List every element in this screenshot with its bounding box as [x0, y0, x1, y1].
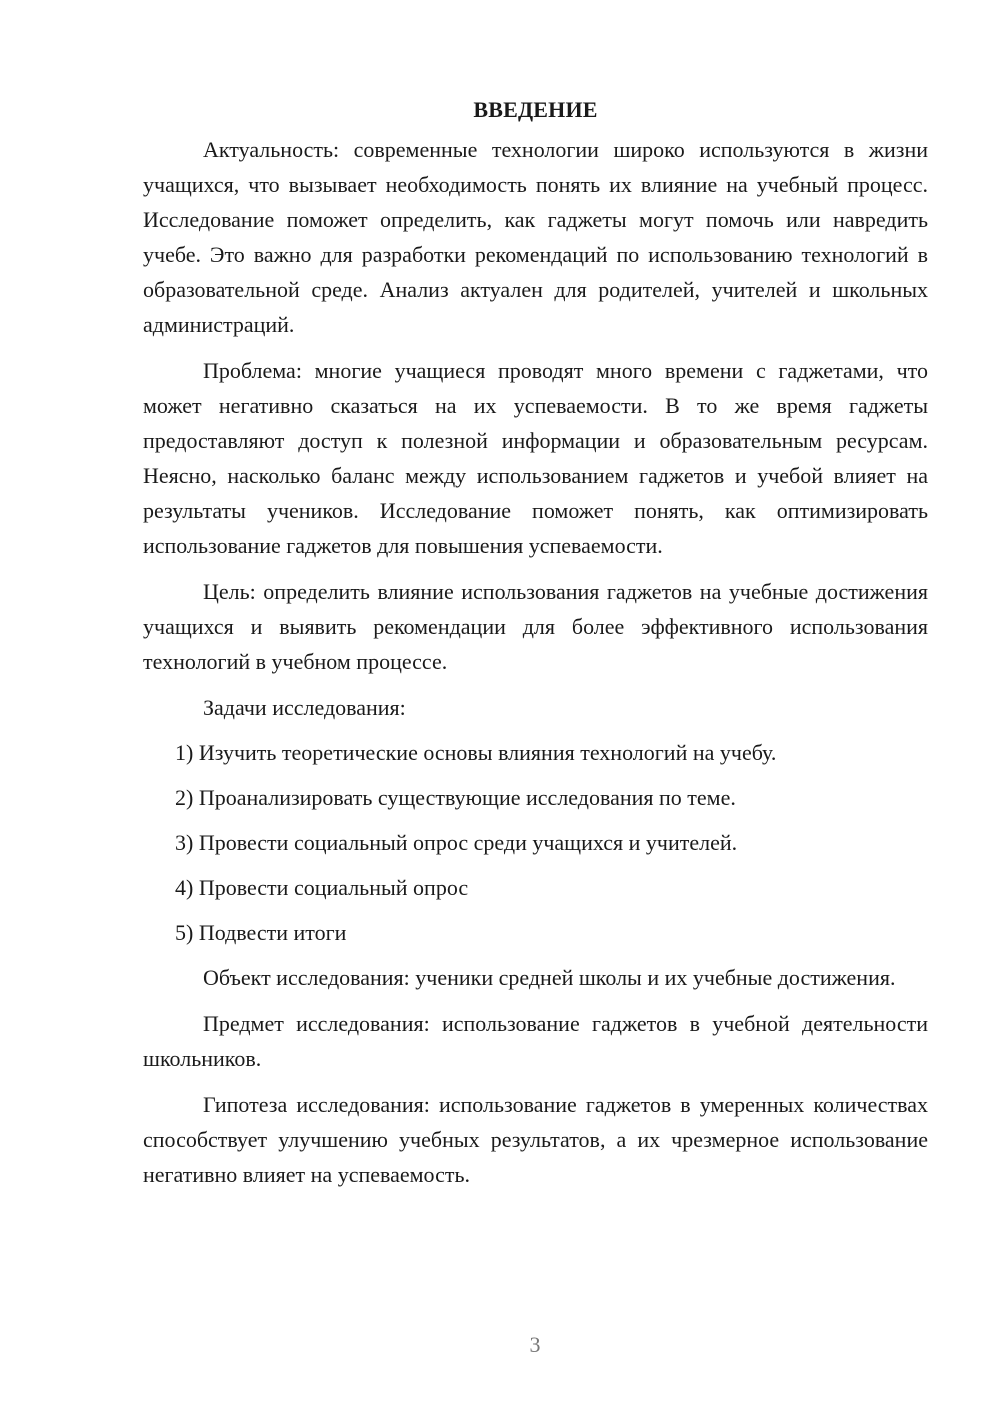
tasks-list [143, 735, 928, 950]
tasks-heading: Задачи исследования: [203, 695, 406, 720]
relevance-paragraph: Актуальность: современные технологии широко используются в жизни учащихся, что вызывает необходимость понять их влияние на учебный процесс. Исследование поможет определить, как гаджеты могут помочь или навредить учебе. Это важно для разработки рекомендаций по использованию технологий в образовательной среде. Анализ актуален для родителей, учителей и школьных администраций. [143, 137, 928, 337]
task-item: 5) Подвести итоги [175, 920, 347, 945]
hypothesis-paragraph: Гипотеза исследования: использование гаджетов в умеренных количествах способствует улучшению учебных результатов, а их чрезмерное использование негативно влияет на успеваемость. [143, 1092, 928, 1187]
goal-paragraph: Цель: определить влияние использования гаджетов на учебные достижения учащихся и выявить рекомендации для более эффективного использования технологий в учебном процессе. [143, 579, 928, 674]
document-page [143, 92, 928, 1203]
page-number: 3 [529, 1332, 541, 1357]
problem-paragraph: Проблема: многие учащиеся проводят много времени с гаджетами, что может негативно сказаться на их успеваемости. В то же время гаджеты предоставляют доступ к полезной информации и образовательным ресурсам. Неясно, насколько баланс между использованием гаджетов и учебой влияет на результаты учеников. Исследование поможет понять, как оптимизировать использование гаджетов для повышения успеваемости. [143, 358, 928, 558]
object-paragraph: Объект исследования: ученики средней школы и их учебные достижения. [203, 965, 896, 990]
task-item: 3) Провести социальный опрос среди учащихся и учителей. [175, 830, 738, 855]
subject-paragraph: Предмет исследования: использование гаджетов в учебной деятельности школьников. [143, 1011, 928, 1071]
task-item: 4) Провести социальный опрос [175, 875, 469, 900]
page-title: ВВЕДЕНИЕ [473, 97, 598, 122]
task-item: 2) Проанализировать существующие исследования по теме. [175, 785, 736, 810]
task-item: 1) Изучить теоретические основы влияния технологий на учебу. [175, 740, 777, 765]
